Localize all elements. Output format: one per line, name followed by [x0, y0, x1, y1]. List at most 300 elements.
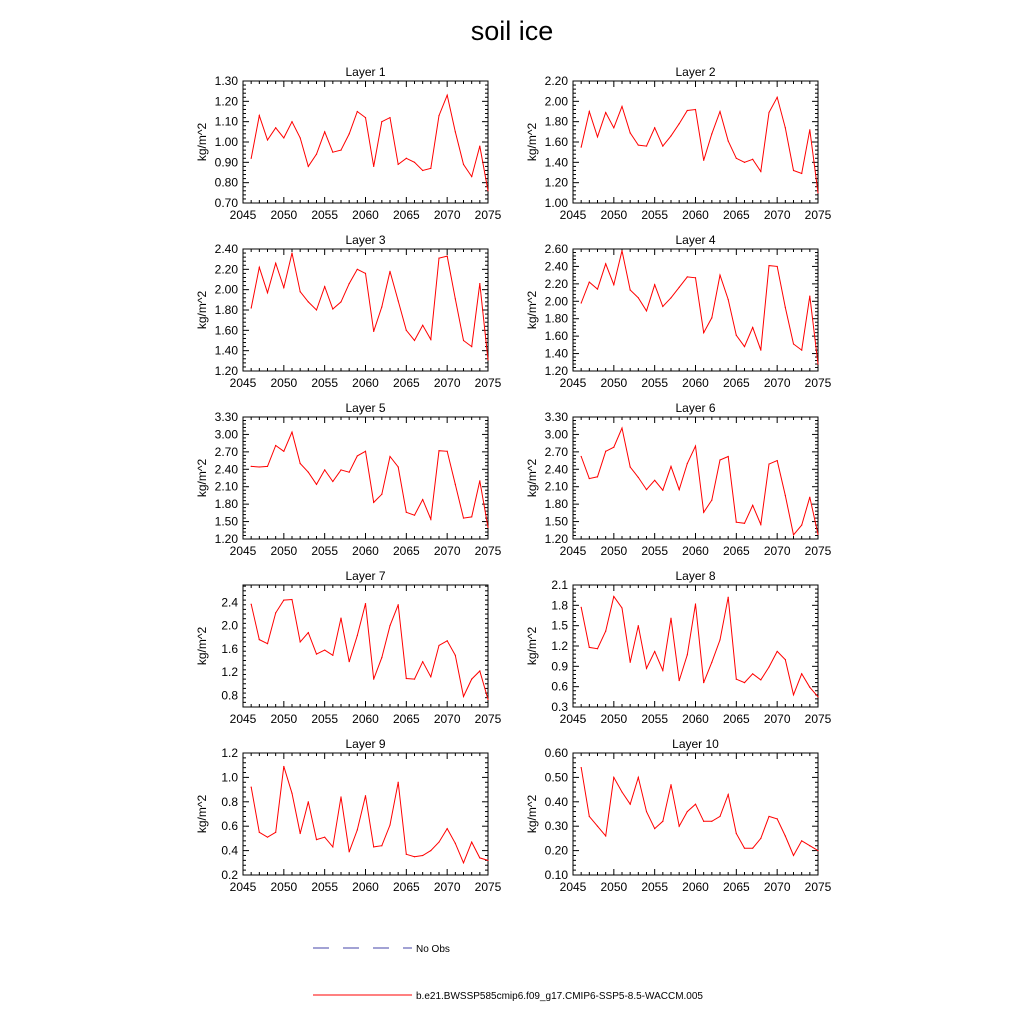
data-point — [597, 136, 598, 137]
data-point — [785, 659, 786, 660]
data-point — [332, 308, 333, 309]
data-point — [589, 111, 590, 112]
data-point — [736, 522, 737, 523]
data-point — [630, 466, 631, 467]
data-point — [589, 816, 590, 817]
data-point — [719, 459, 720, 460]
data-point — [430, 168, 431, 169]
data-point — [357, 269, 358, 270]
data-point — [646, 811, 647, 812]
data-point — [752, 327, 753, 328]
data-point — [662, 670, 663, 671]
data-point — [768, 816, 769, 817]
data-point — [291, 599, 292, 600]
x-tick-label: 2055 — [311, 208, 339, 222]
data-point — [398, 466, 399, 467]
data-point — [251, 307, 252, 308]
data-point — [365, 795, 366, 796]
y-tick-label: 2.00 — [544, 294, 568, 309]
x-tick-label: 2065 — [392, 208, 420, 222]
data-point — [291, 793, 292, 794]
panel-title: Layer 10 — [672, 737, 719, 751]
data-point — [679, 123, 680, 124]
x-tick-label: 2070 — [433, 544, 461, 558]
data-point — [785, 307, 786, 308]
data-point — [809, 845, 810, 846]
data-point — [768, 463, 769, 464]
x-tick-label: 2070 — [763, 208, 791, 222]
data-point — [817, 850, 818, 851]
data-point — [793, 855, 794, 856]
data-point — [389, 456, 390, 457]
data-point — [251, 466, 252, 467]
data-point — [785, 127, 786, 128]
data-point — [389, 824, 390, 825]
data-point — [275, 127, 276, 128]
data-point — [406, 854, 407, 855]
data-point — [365, 451, 366, 452]
data-point — [605, 630, 606, 631]
y-tick-label: 2.40 — [544, 462, 568, 477]
data-point — [630, 132, 631, 133]
data-point — [283, 287, 284, 288]
data-point — [275, 832, 276, 833]
data-point — [324, 649, 325, 650]
y-tick-label: 0.4 — [221, 843, 238, 858]
data-point — [251, 158, 252, 159]
data-point — [719, 816, 720, 817]
figure-title: soil ice — [470, 16, 554, 46]
axis-frame — [243, 249, 488, 371]
x-tick-label: 2050 — [600, 712, 628, 726]
data-point — [275, 263, 276, 264]
data-point — [259, 466, 260, 467]
x-tick-label: 2070 — [763, 544, 791, 558]
data-point — [414, 340, 415, 341]
data-point — [711, 821, 712, 822]
data-point — [801, 840, 802, 841]
data-point — [777, 818, 778, 819]
data-point — [438, 841, 439, 842]
data-point — [621, 250, 622, 251]
y-tick-label: 1.80 — [544, 114, 568, 129]
data-point — [275, 612, 276, 613]
data-point — [316, 154, 317, 155]
data-point — [430, 519, 431, 520]
y-tick-label: 3.30 — [214, 410, 238, 424]
data-point — [785, 835, 786, 836]
data-point — [381, 306, 382, 307]
series-line — [251, 95, 488, 191]
data-point — [695, 445, 696, 446]
y-tick-label: 1.20 — [214, 94, 238, 109]
data-point — [487, 359, 488, 360]
data-point — [646, 145, 647, 146]
data-point — [589, 282, 590, 283]
data-point — [760, 349, 761, 350]
panel-layer-3 — [195, 233, 502, 390]
y-tick-label: 2.20 — [544, 74, 568, 88]
y-tick-label: 1.20 — [544, 364, 568, 378]
data-point — [308, 301, 309, 302]
y-tick-label: 2.40 — [214, 462, 238, 477]
data-point — [777, 97, 778, 98]
data-point — [670, 618, 671, 619]
axis-frame — [243, 81, 488, 203]
x-tick-label: 2045 — [229, 712, 257, 726]
data-point — [809, 687, 810, 688]
data-point — [744, 346, 745, 347]
data-point — [801, 673, 802, 674]
axis-frame — [243, 417, 488, 539]
data-point — [809, 497, 810, 498]
x-tick-label: 2055 — [311, 880, 339, 894]
data-point — [300, 291, 301, 292]
y-tick-label: 0.2 — [221, 868, 238, 882]
data-point — [471, 841, 472, 842]
panel-layer-7 — [195, 569, 502, 726]
y-tick-label: 1.20 — [544, 175, 568, 190]
data-point — [695, 109, 696, 110]
series-line — [581, 97, 818, 193]
data-point — [267, 139, 268, 140]
data-point — [316, 309, 317, 310]
y-axis-label: kg/m^2 — [195, 626, 209, 666]
axis-frame — [573, 249, 818, 371]
data-point — [487, 190, 488, 191]
panel-title: Layer 5 — [345, 401, 386, 415]
data-point — [809, 295, 810, 296]
data-point — [777, 266, 778, 267]
data-point — [389, 625, 390, 626]
data-point — [422, 855, 423, 856]
data-point — [613, 777, 614, 778]
y-tick-label: 1.60 — [214, 323, 238, 338]
y-tick-label: 1.40 — [544, 346, 568, 361]
panel-title: Layer 7 — [345, 569, 386, 583]
series-line — [251, 766, 488, 862]
y-tick-label: 0.40 — [544, 794, 568, 809]
data-point — [463, 164, 464, 165]
data-point — [679, 489, 680, 490]
data-point — [662, 821, 663, 822]
data-point — [817, 192, 818, 193]
y-tick-label: 2.20 — [544, 276, 568, 291]
y-axis-label: kg/m^2 — [195, 794, 209, 834]
data-point — [373, 846, 374, 847]
x-tick-label: 2060 — [352, 376, 379, 390]
data-point — [463, 862, 464, 863]
data-point — [744, 848, 745, 849]
y-tick-label: 1.2 — [221, 746, 238, 760]
data-point — [398, 604, 399, 605]
y-axis-label: kg/m^2 — [525, 626, 539, 666]
data-point — [597, 476, 598, 477]
data-point — [438, 450, 439, 451]
data-point — [793, 343, 794, 344]
data-point — [430, 339, 431, 340]
data-point — [259, 832, 260, 833]
data-point — [605, 263, 606, 264]
data-point — [638, 297, 639, 298]
data-point — [438, 645, 439, 646]
data-point — [340, 301, 341, 302]
data-point — [373, 502, 374, 503]
data-point — [581, 607, 582, 608]
x-tick-label: 2055 — [641, 712, 669, 726]
data-point — [605, 451, 606, 452]
data-point — [324, 469, 325, 470]
panel-layer-2 — [525, 65, 832, 222]
data-point — [283, 766, 284, 767]
y-axis-label: kg/m^2 — [525, 794, 539, 834]
data-point — [300, 137, 301, 138]
data-point — [646, 310, 647, 311]
data-point — [455, 484, 456, 485]
x-tick-label: 2070 — [433, 712, 461, 726]
data-point — [597, 826, 598, 827]
data-point — [744, 523, 745, 524]
data-point — [447, 451, 448, 452]
data-point — [463, 340, 464, 341]
data-point — [695, 804, 696, 805]
data-point — [332, 655, 333, 656]
data-point — [679, 287, 680, 288]
data-point — [670, 466, 671, 467]
x-tick-label: 2045 — [559, 712, 587, 726]
data-point — [793, 170, 794, 171]
y-tick-label: 1.80 — [214, 497, 238, 512]
data-point — [373, 166, 374, 167]
data-point — [736, 335, 737, 336]
data-point — [703, 682, 704, 683]
y-tick-label: 0.10 — [544, 868, 568, 882]
panel-layer-8 — [525, 569, 832, 726]
x-tick-label: 2065 — [392, 712, 420, 726]
data-point — [283, 451, 284, 452]
data-point — [447, 640, 448, 641]
panel-layer-9 — [195, 737, 502, 894]
series-line — [251, 432, 488, 527]
data-point — [817, 534, 818, 535]
data-point — [283, 600, 284, 601]
data-point — [414, 679, 415, 680]
data-point — [646, 489, 647, 490]
x-tick-label: 2050 — [600, 208, 628, 222]
data-point — [316, 484, 317, 485]
data-point — [406, 158, 407, 159]
panel-title: Layer 6 — [675, 401, 716, 415]
x-tick-label: 2075 — [804, 712, 832, 726]
data-point — [638, 625, 639, 626]
x-tick-label: 2045 — [229, 544, 257, 558]
y-axis-label: kg/m^2 — [525, 122, 539, 162]
x-tick-label: 2060 — [352, 880, 379, 894]
panel-layer-6 — [525, 401, 832, 558]
x-tick-label: 2055 — [641, 376, 669, 390]
data-point — [777, 460, 778, 461]
series-line — [581, 768, 818, 856]
x-tick-label: 2065 — [722, 880, 750, 894]
data-point — [736, 679, 737, 680]
data-point — [581, 302, 582, 303]
data-point — [365, 603, 366, 604]
x-tick-label: 2070 — [763, 712, 791, 726]
x-tick-label: 2050 — [270, 544, 298, 558]
data-point — [654, 284, 655, 285]
data-point — [670, 135, 671, 136]
data-point — [455, 655, 456, 656]
data-point — [389, 271, 390, 272]
y-tick-label: 1.20 — [214, 532, 238, 546]
y-axis-label: kg/m^2 — [195, 458, 209, 498]
data-point — [308, 472, 309, 473]
data-point — [679, 680, 680, 681]
x-tick-label: 2060 — [682, 376, 709, 390]
data-point — [349, 472, 350, 473]
data-point — [259, 115, 260, 116]
data-point — [406, 678, 407, 679]
x-tick-label: 2050 — [270, 880, 298, 894]
data-point — [357, 635, 358, 636]
data-point — [471, 679, 472, 680]
data-point — [581, 456, 582, 457]
data-point — [736, 833, 737, 834]
x-tick-label: 2045 — [559, 544, 587, 558]
x-tick-label: 2075 — [474, 712, 502, 726]
data-point — [630, 289, 631, 290]
y-tick-label: 3.00 — [544, 427, 568, 442]
data-point — [340, 150, 341, 151]
y-tick-label: 0.8 — [221, 688, 238, 703]
legend-model-label: b.e21.BWSSP585cmip6.f09_g17.CMIP6-SSP5-8.5-WACCM.005 — [416, 991, 703, 1002]
x-tick-label: 2055 — [311, 376, 339, 390]
data-point — [621, 427, 622, 428]
data-point — [589, 478, 590, 479]
panel-title: Layer 1 — [345, 65, 386, 79]
data-point — [471, 176, 472, 177]
x-tick-label: 2045 — [559, 376, 587, 390]
y-tick-label: 1.10 — [214, 114, 238, 129]
data-point — [349, 283, 350, 284]
x-tick-label: 2060 — [682, 208, 709, 222]
y-tick-label: 3.00 — [214, 427, 238, 442]
x-tick-label: 2060 — [682, 544, 709, 558]
x-tick-label: 2055 — [311, 712, 339, 726]
data-point — [373, 331, 374, 332]
data-point — [381, 657, 382, 658]
data-point — [275, 445, 276, 446]
x-tick-label: 2065 — [722, 208, 750, 222]
x-tick-label: 2050 — [600, 376, 628, 390]
x-tick-label: 2045 — [559, 880, 587, 894]
data-point — [760, 524, 761, 525]
y-tick-label: 1.80 — [214, 303, 238, 317]
data-point — [389, 117, 390, 118]
data-point — [349, 851, 350, 852]
y-tick-label: 1.00 — [214, 135, 238, 149]
data-point — [357, 111, 358, 112]
data-point — [744, 682, 745, 683]
data-point — [316, 839, 317, 840]
data-point — [251, 787, 252, 788]
panel-title: Layer 9 — [345, 737, 386, 751]
data-point — [324, 131, 325, 132]
data-point — [259, 639, 260, 640]
y-tick-label: 0.8 — [221, 794, 238, 809]
data-point — [308, 801, 309, 802]
y-tick-label: 1.80 — [544, 311, 568, 326]
y-tick-label: 1.8 — [551, 598, 568, 613]
y-axis-label: kg/m^2 — [195, 290, 209, 330]
data-point — [597, 648, 598, 649]
data-point — [768, 666, 769, 667]
data-point — [259, 267, 260, 268]
x-tick-label: 2075 — [474, 208, 502, 222]
data-point — [414, 856, 415, 857]
data-point — [430, 850, 431, 851]
x-tick-label: 2070 — [763, 880, 791, 894]
data-point — [654, 127, 655, 128]
data-point — [291, 121, 292, 122]
data-point — [463, 517, 464, 518]
series-line — [251, 253, 488, 360]
data-point — [817, 696, 818, 697]
data-point — [809, 129, 810, 130]
series-line — [581, 597, 818, 697]
data-point — [613, 447, 614, 448]
y-axis-label: kg/m^2 — [525, 458, 539, 498]
data-point — [801, 524, 802, 525]
data-point — [687, 811, 688, 812]
data-point — [430, 676, 431, 677]
x-tick-label: 2075 — [474, 544, 502, 558]
data-point — [414, 162, 415, 163]
data-point — [752, 673, 753, 674]
legend — [313, 944, 703, 1002]
data-point — [471, 346, 472, 347]
data-point — [324, 837, 325, 838]
data-point — [251, 604, 252, 605]
data-point — [613, 596, 614, 597]
data-point — [340, 796, 341, 797]
y-tick-label: 1.20 — [544, 532, 568, 546]
data-point — [340, 618, 341, 619]
data-point — [447, 828, 448, 829]
y-tick-label: 2.70 — [544, 444, 568, 459]
y-tick-label: 1.40 — [214, 343, 238, 358]
y-tick-label: 0.6 — [551, 679, 568, 694]
data-point — [760, 838, 761, 839]
data-point — [728, 597, 729, 598]
panel-title: Layer 4 — [675, 233, 716, 247]
data-point — [605, 835, 606, 836]
data-point — [267, 837, 268, 838]
data-point — [267, 643, 268, 644]
data-point — [711, 662, 712, 663]
y-tick-label: 2.0 — [221, 618, 238, 633]
data-point — [463, 696, 464, 697]
data-point — [630, 804, 631, 805]
data-point — [728, 140, 729, 141]
data-point — [670, 784, 671, 785]
data-point — [308, 166, 309, 167]
data-point — [662, 145, 663, 146]
panel-title: Layer 8 — [675, 569, 716, 583]
x-tick-label: 2050 — [270, 712, 298, 726]
data-point — [479, 283, 480, 284]
panel-layer-5 — [195, 401, 502, 558]
